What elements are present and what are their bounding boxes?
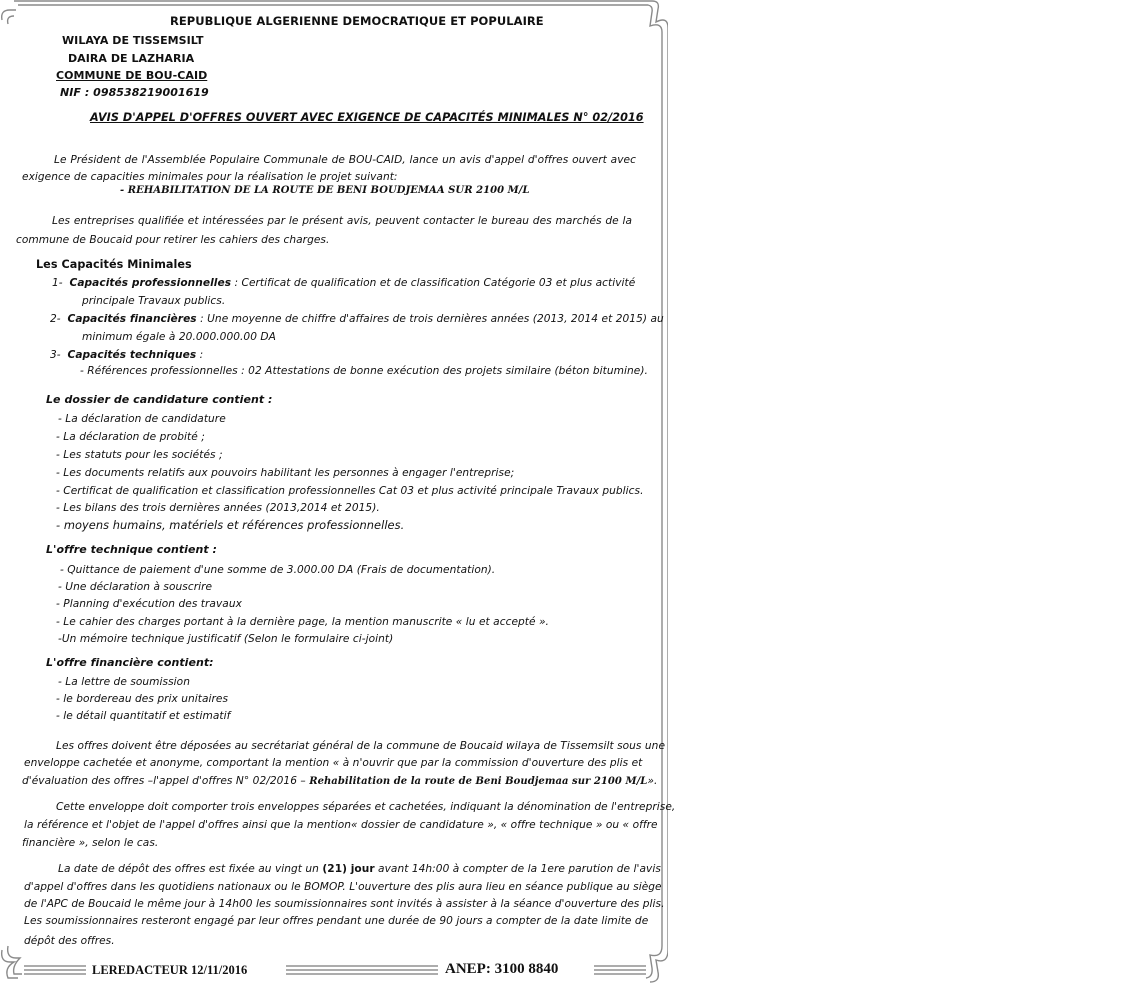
technique-item: - Le cahier des charges portant à la dernière page, la mention manuscrite « lu et accepté ».: [56, 616, 549, 628]
enveloppe-line-2: la référence et l'objet de l'appel d'offres ainsi que la mention« dossier de candidature », « offre technique » ou « offre: [24, 819, 658, 831]
capacity-3-number: 3-: [50, 349, 61, 361]
capacity-3: [50, 348, 203, 362]
date-line-3: de l'APC de Boucaid le même jour à 14h00 les soumissionnaires sont invités à assister à la séance d'ouverture des plis.: [24, 898, 665, 910]
date-line-1-text: La date de dépôt des offres est fixée au vingt un: [58, 863, 323, 875]
date-line-1: [58, 862, 661, 876]
capacity-2: [50, 312, 664, 326]
capacity-1: [52, 276, 635, 290]
capacity-1-number: 1-: [52, 277, 63, 289]
daira-line: DAIRA DE LAZHARIA: [68, 52, 195, 65]
dossier-item: - Les bilans des trois dernières années (2013,2014 et 2015).: [56, 502, 380, 514]
project-line: - REHABILITATION DE LA ROUTE DE BENI BOUDJEMAA SUR 2100 M/L: [120, 185, 530, 196]
commune-line: COMMUNE DE BOU-CAID: [56, 69, 208, 82]
republic-heading: REPUBLIQUE ALGERIENNE DEMOCRATIQUE ET POPULAIRE: [170, 14, 544, 28]
dossier-item: - moyens humains, matériels et références professionnelles.: [56, 518, 405, 532]
intro-line-1: Le Président de l'Assemblée Populaire Communale de BOU-CAID, lance un avis d'appel d'offres ouvert avec: [54, 154, 636, 166]
notice-title: AVIS D'APPEL D'OFFRES OUVERT AVEC EXIGENCE DE CAPACITÉS MINIMALES N° 02/2016: [90, 111, 644, 124]
enveloppe-line-3: financière », selon le cas.: [22, 837, 159, 849]
companies-line-2: commune de Boucaid pour retirer les cahiers des charges.: [16, 234, 330, 246]
capacity-2-title: Capacités financières: [67, 313, 197, 325]
footer-anep-reference: ANEP: 3100 8840: [441, 961, 562, 978]
depot-line-1: Les offres doivent être déposées au secrétariat général de la commune de Boucaid wilaya de Tissemsilt sous une: [56, 740, 666, 752]
dossier-item: - Les statuts pour les sociétés ;: [56, 449, 223, 461]
technique-item: - Une déclaration à souscrire: [58, 581, 213, 593]
date-line-2: d'appel d'offres dans les quotidiens nationaux ou le BOMOP. L'ouverture des plis aura lieu en séance publique au siège: [24, 881, 662, 893]
date-line-4: Les soumissionnaires resteront engagé par leur offres pendant une durée de 90 jours a compter de la date limite de: [24, 915, 649, 927]
dossier-item: - La déclaration de probité ;: [56, 431, 205, 443]
financiere-item: - le détail quantitatif et estimatif: [56, 710, 231, 722]
capacity-2-number: 2-: [50, 313, 61, 325]
dossier-heading: Le dossier de candidature contient :: [46, 393, 273, 406]
technique-heading: L'offre technique contient :: [46, 543, 218, 556]
companies-line-1: Les entreprises qualifiée et intéressées par le présent avis, peuvent contacter le bureau des marchés de la: [52, 215, 632, 227]
capacity-1-continuation: principale Travaux publics.: [82, 295, 226, 307]
capacity-3-title: Capacités techniques: [67, 349, 197, 361]
dossier-item: - Certificat de qualification et classification professionnelles Cat 03 et plus activité principale Travaux publics.: [56, 485, 644, 497]
nif-line: NIF : 098538219001619: [60, 86, 209, 99]
dossier-item: - La déclaration de candidature: [58, 413, 226, 425]
capacity-2-continuation: minimum égale à 20.000.000.00 DA: [82, 331, 276, 343]
capacities-heading: Les Capacités Minimales: [36, 258, 192, 271]
depot-line-2: enveloppe cachetée et anonyme, comportant la mention « à n'ouvrir que par la commission d'ouverture des plis et: [24, 757, 643, 769]
financiere-item: - le bordereau des prix unitaires: [56, 693, 229, 705]
depot-project-name: Rehabilitation de la route de Beni Boudjemaa sur 2100 M/L: [309, 776, 648, 787]
technique-item: - Quittance de paiement d'une somme de 3.000.00 DA (Frais de documentation).: [60, 564, 496, 576]
technique-item: -Un mémoire technique justificatif (Selon le formulaire ci-joint): [58, 633, 394, 645]
capacity-3-text: :: [196, 349, 204, 361]
enveloppe-line-1: Cette enveloppe doit comporter trois enveloppes séparées et cachetées, indiquant la dénomination de l'entreprise,: [56, 801, 676, 813]
depot-line-3-text: d'évaluation des offres –l'appel d'offres N° 02/2016 –: [22, 775, 310, 787]
capacity-3-continuation: - Références professionnelles : 02 Attestations de bonne exécution des projets similaire (béton bitumine).: [80, 365, 648, 377]
depot-line-3-end: ».: [647, 775, 658, 787]
dossier-item: - Les documents relatifs aux pouvoirs habilitant les personnes à engager l'entreprise;: [56, 467, 515, 479]
wilaya-line: WILAYA DE TISSEMSILT: [62, 34, 204, 47]
intro-line-2: exigence de capacities minimales pour la réalisation le projet suivant:: [22, 171, 398, 183]
capacity-1-title: Capacités professionnelles: [69, 277, 232, 289]
capacity-2-text: : Une moyenne de chiffre d'affaires de trois dernières années (2013, 2014 et 2015) au: [196, 313, 664, 325]
technique-item: - Planning d'exécution des travaux: [56, 598, 242, 610]
financiere-item: - La lettre de soumission: [58, 676, 190, 688]
capacity-1-text: : Certificat de qualification et de classification Catégorie 03 et plus activité: [231, 277, 636, 289]
date-deadline: (21) jour: [322, 863, 375, 875]
date-line-1-end: avant 14h:00 à compter de la 1ere parution de l'avis: [374, 863, 661, 875]
date-line-5: dépôt des offres.: [24, 935, 115, 947]
financiere-heading: L'offre financière contient:: [46, 656, 214, 669]
footer-editor-date: LEREDACTEUR 12/11/2016: [88, 963, 251, 978]
depot-line-3: [22, 774, 657, 789]
